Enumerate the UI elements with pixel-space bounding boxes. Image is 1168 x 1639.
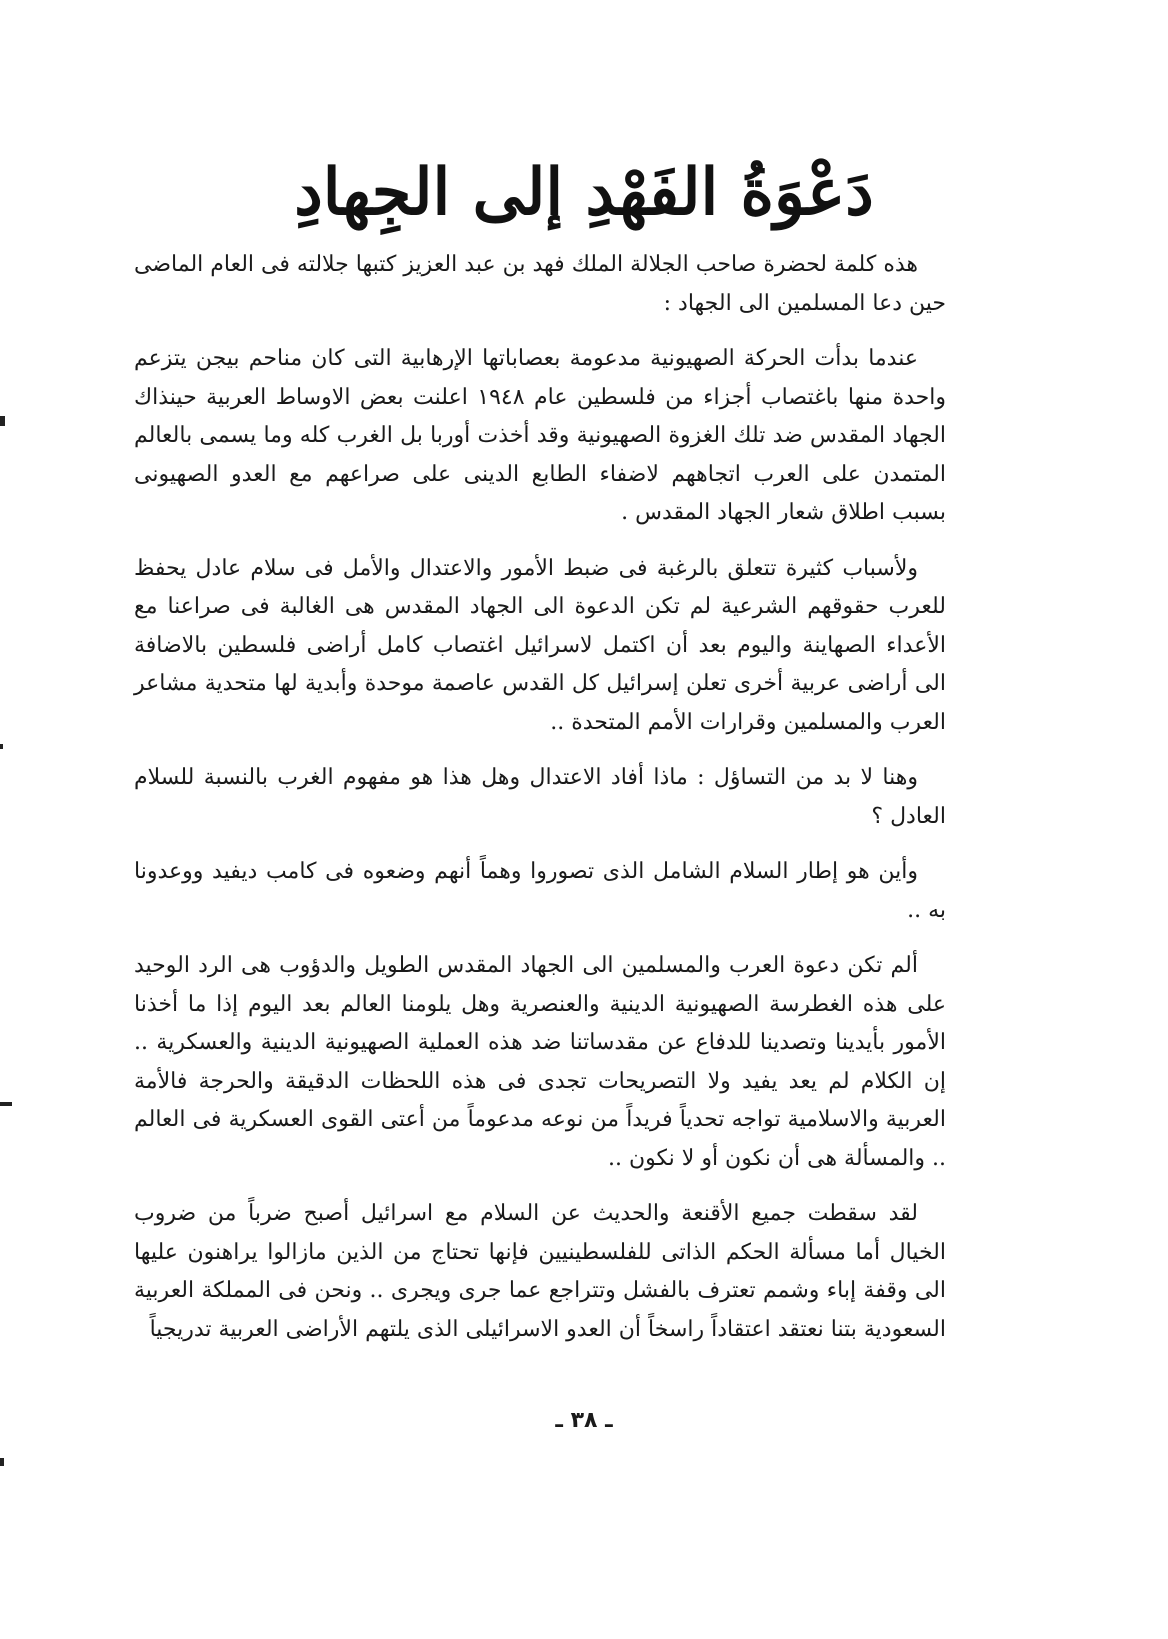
paragraph-5: ألم تكن دعوة العرب والمسلمين الى الجهاد المقدس الطويل والدؤوب هى الرد الوحيد على هذه الغطرسة الصهيونية الدينية والعنصرية وهل يلومنا العالم بعد اليوم إذا ما أخذنا الأمور بأيدينا وتصدينا للدفاع عن مقدساتنا ضد هذه العملية الصهيونية الدينية والعسكرية .. إن الكلام لم يعد يفيد ولا التصريحات تجدى فى هذه اللحظات الدقيقة والحرجة فالأمة العربية والاسلامية تواجه تحدياً فريداً من نوعه مدعوماً من أعتى القوى العسكرية فى العالم .. والمسألة هى أن نكون أو لا نكون .. [134,953,946,1171]
scan-edge-mark [0,416,5,426]
page-number: ـ ٣٨ ـ [555,1408,613,1433]
page-title: دَعْوَةُ الفَهْدِ إلى الجِهادِ [294,155,874,230]
paragraph-2: ولأسباب كثيرة تتعلق بالرغبة فى ضبط الأمور والاعتدال والأمل فى سلام عادل يحفظ للعرب حقوقهم الشرعية لم تكن الدعوة الى الجهاد المقدس هى الغالبة فى صراعنا مع الأعداء الصهاينة واليوم بعد أن اكتمل لاسرائيل اغتصاب كامل أراضى فلسطين بالاضافة الى أراضى عربية أخرى تعلن إسرائيل كل القدس عاصمة موحدة وأبدية لها متحدية مشاعر العرب والمسلمين وقرارات الأمم المتحدة .. [134,555,946,735]
paragraph-3: وهنا لا بد من التساؤل : ماذا أفاد الاعتدال وهل هذا هو مفهوم الغرب بالنسبة للسلام العادل ؟ [134,765,946,829]
article-body [134,246,946,1366]
scan-edge-mark [0,1458,4,1466]
paragraph-4: وأين هو إطار السلام الشامل الذى تصوروا وهماً أنهم وضعوه فى كامب ديفيد ووعدونا به .. [134,859,946,923]
paragraph-6: لقد سقطت جميع الأقنعة والحديث عن السلام مع اسرائيل أصبح ضرباً من ضروب الخيال أما مسألة الحكم الذاتى للفلسطينيين فإنها تحتاج من الذين مازالوا يراهنون عليها الى وقفة إباء وشمم تعترف بالفشل وتتراجع عما جرى ويجرى .. ونحن فى المملكة العربية السعودية بتنا نعتقد اعتقاداً راسخاً أن العدو الاسرائيلى الذى يلتهم الأراضى العربية تدريجياً [134,1201,946,1342]
scan-edge-mark [0,744,3,749]
paragraph-1: عندما بدأت الحركة الصهيونية مدعومة بعصاباتها الإرهابية التى كان مناحم بيجن يتزعم واحدة منها باغتصاب أجزاء من فلسطين عام ١٩٤٨ اعلنت بعض الاوساط العربية حينذاك الجهاد المقدس ضد تلك الغزوة الصهيونية وقد أخذت أوربا بل الغرب كله وما يسمى بالعالم المتمدن على العرب اتجاههم لاضفاء الطابع الدينى على صراعهم مع العدو الصهيونى بسبب اطلاق شعار الجهاد المقدس . [134,346,946,525]
scan-edge-mark [0,1102,12,1106]
paragraph-intro: هذه كلمة لحضرة صاحب الجلالة الملك فهد بن عبد العزيز كتبها جلالته فى العام الماضى حين دعا المسلمين الى الجهاد : [134,252,946,316]
